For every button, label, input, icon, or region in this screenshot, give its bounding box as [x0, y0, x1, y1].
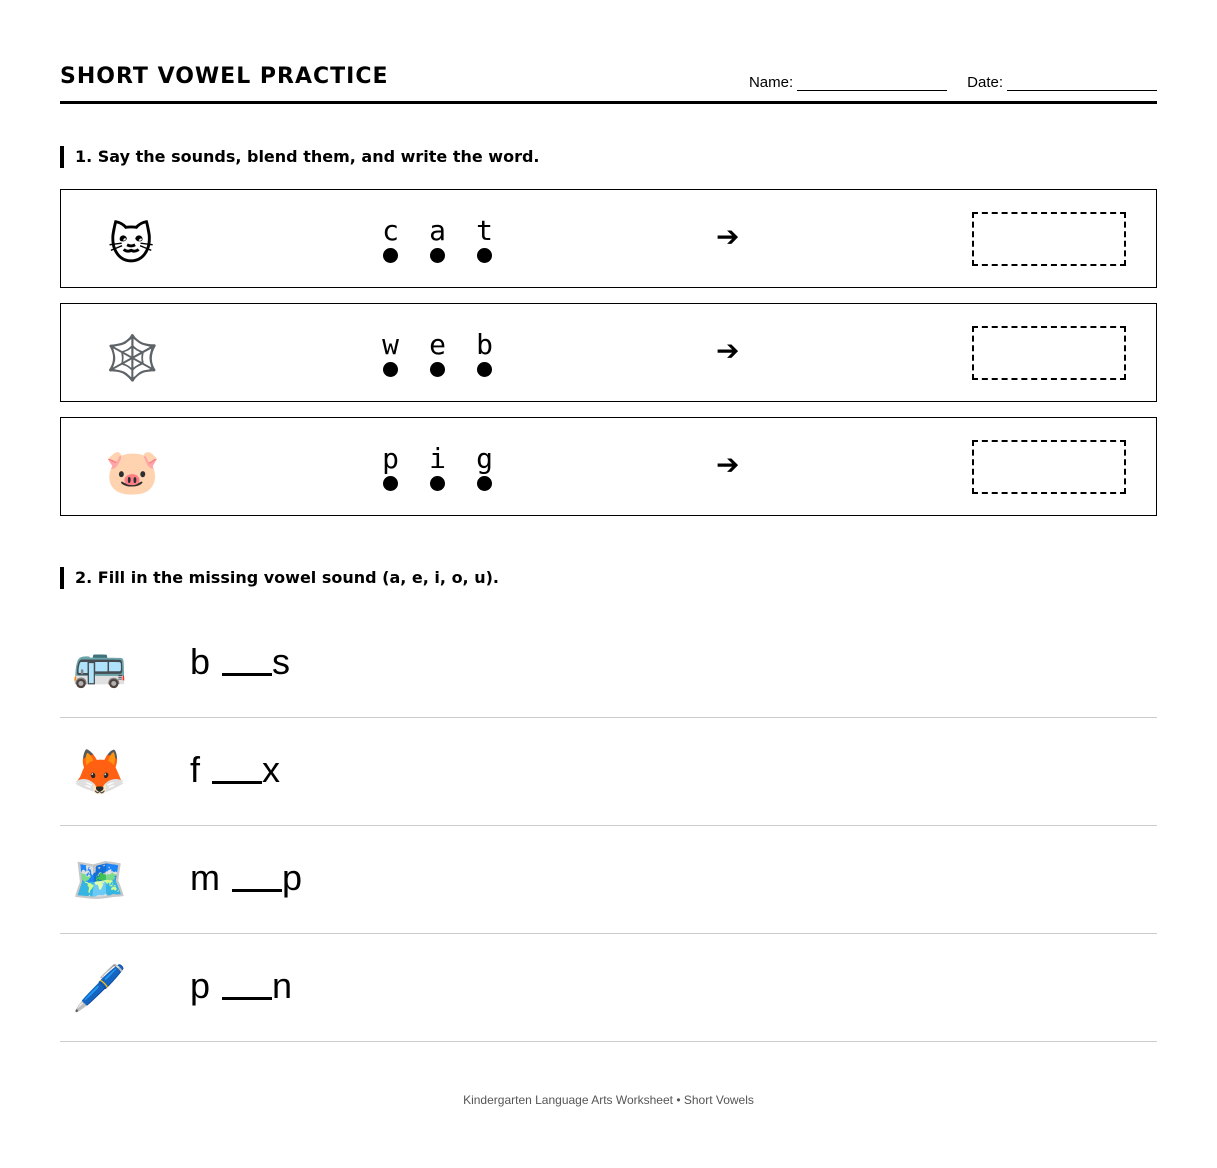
- sound-item: [461, 214, 508, 263]
- pen-icon: 🖊️: [72, 963, 127, 1014]
- arrow-right-icon: ➔: [716, 220, 740, 253]
- last-letter: s: [272, 641, 291, 682]
- page-title: SHORT VOWEL PRACTICE: [60, 64, 389, 89]
- blend-row: [60, 417, 1157, 516]
- sound-item: [367, 214, 414, 263]
- answer-box[interactable]: [972, 326, 1126, 380]
- sound-dot: [430, 248, 445, 263]
- sound-item: [414, 214, 461, 263]
- sound-letters: [367, 442, 508, 491]
- sound-letters: [367, 328, 508, 377]
- worksheet-header: [60, 62, 1157, 104]
- sound-dot: [383, 362, 398, 377]
- vowel-blank[interactable]: [222, 673, 272, 676]
- sound-item: [367, 442, 414, 491]
- fill-row: [60, 826, 1157, 934]
- sound-dot: [383, 476, 398, 491]
- sound-dot: [430, 362, 445, 377]
- student-fields: [749, 74, 1157, 91]
- fill-row: [60, 610, 1157, 718]
- answer-box[interactable]: [972, 440, 1126, 494]
- sound-item: [461, 328, 508, 377]
- fill-row: [60, 718, 1157, 826]
- sound-letter: i: [429, 442, 446, 475]
- first-letter: m: [190, 857, 220, 898]
- sound-letters: [367, 214, 508, 263]
- pig-face-icon: 🐷: [105, 447, 160, 498]
- missing-vowel-word: [190, 640, 290, 684]
- vowel-blank[interactable]: [232, 889, 282, 892]
- missing-vowel-word: [190, 856, 302, 900]
- sound-letter: c: [382, 214, 399, 247]
- sound-letter: a: [429, 214, 446, 247]
- date-field[interactable]: [967, 74, 1157, 91]
- sound-item: [461, 442, 508, 491]
- name-label: Name:: [748, 74, 794, 91]
- sound-letter: b: [476, 328, 493, 361]
- sound-dot: [383, 248, 398, 263]
- sound-dot: [430, 476, 445, 491]
- cat-face-icon: 🐱: [108, 219, 154, 270]
- name-field[interactable]: [749, 74, 947, 91]
- missing-vowel-word: [190, 964, 292, 1008]
- last-letter: x: [262, 749, 281, 790]
- arrow-right-icon: ➔: [716, 334, 740, 367]
- date-label: Date:: [967, 74, 1003, 91]
- sound-item: [414, 328, 461, 377]
- section-2-title: 2. Fill in the missing vowel sound (a, e, i, o, u).: [60, 567, 499, 589]
- sound-item: [414, 442, 461, 491]
- sound-letter: e: [429, 328, 446, 361]
- blend-row: [60, 303, 1157, 402]
- spider-web-icon: 🕸️: [105, 333, 160, 384]
- bus-icon: 🚌: [72, 639, 127, 690]
- sound-letter: w: [382, 328, 399, 361]
- sound-item: [367, 328, 414, 377]
- fill-row: [60, 934, 1157, 1042]
- arrow-right-icon: ➔: [716, 448, 740, 481]
- sound-dot: [477, 248, 492, 263]
- blend-row: [60, 189, 1157, 288]
- last-letter: p: [282, 857, 303, 898]
- footer-text: Kindergarten Language Arts Worksheet • Short Vowels: [463, 1093, 754, 1107]
- first-letter: p: [190, 965, 211, 1006]
- world-map-icon: 🗺️: [72, 855, 127, 906]
- name-line[interactable]: [797, 77, 947, 91]
- sound-letter: t: [476, 214, 493, 247]
- vowel-blank[interactable]: [222, 997, 272, 1000]
- sound-dot: [477, 362, 492, 377]
- last-letter: n: [272, 965, 293, 1006]
- fox-face-icon: 🦊: [72, 747, 127, 798]
- sound-letter: p: [382, 442, 399, 475]
- date-line[interactable]: [1007, 77, 1157, 91]
- first-letter: b: [190, 641, 211, 682]
- section-1-title: 1. Say the sounds, blend them, and write the word.: [60, 146, 540, 168]
- first-letter: f: [190, 749, 201, 790]
- answer-box[interactable]: [972, 212, 1126, 266]
- missing-vowel-word: [190, 748, 280, 792]
- vowel-blank[interactable]: [212, 781, 262, 784]
- sound-letter: g: [476, 442, 493, 475]
- sound-dot: [477, 476, 492, 491]
